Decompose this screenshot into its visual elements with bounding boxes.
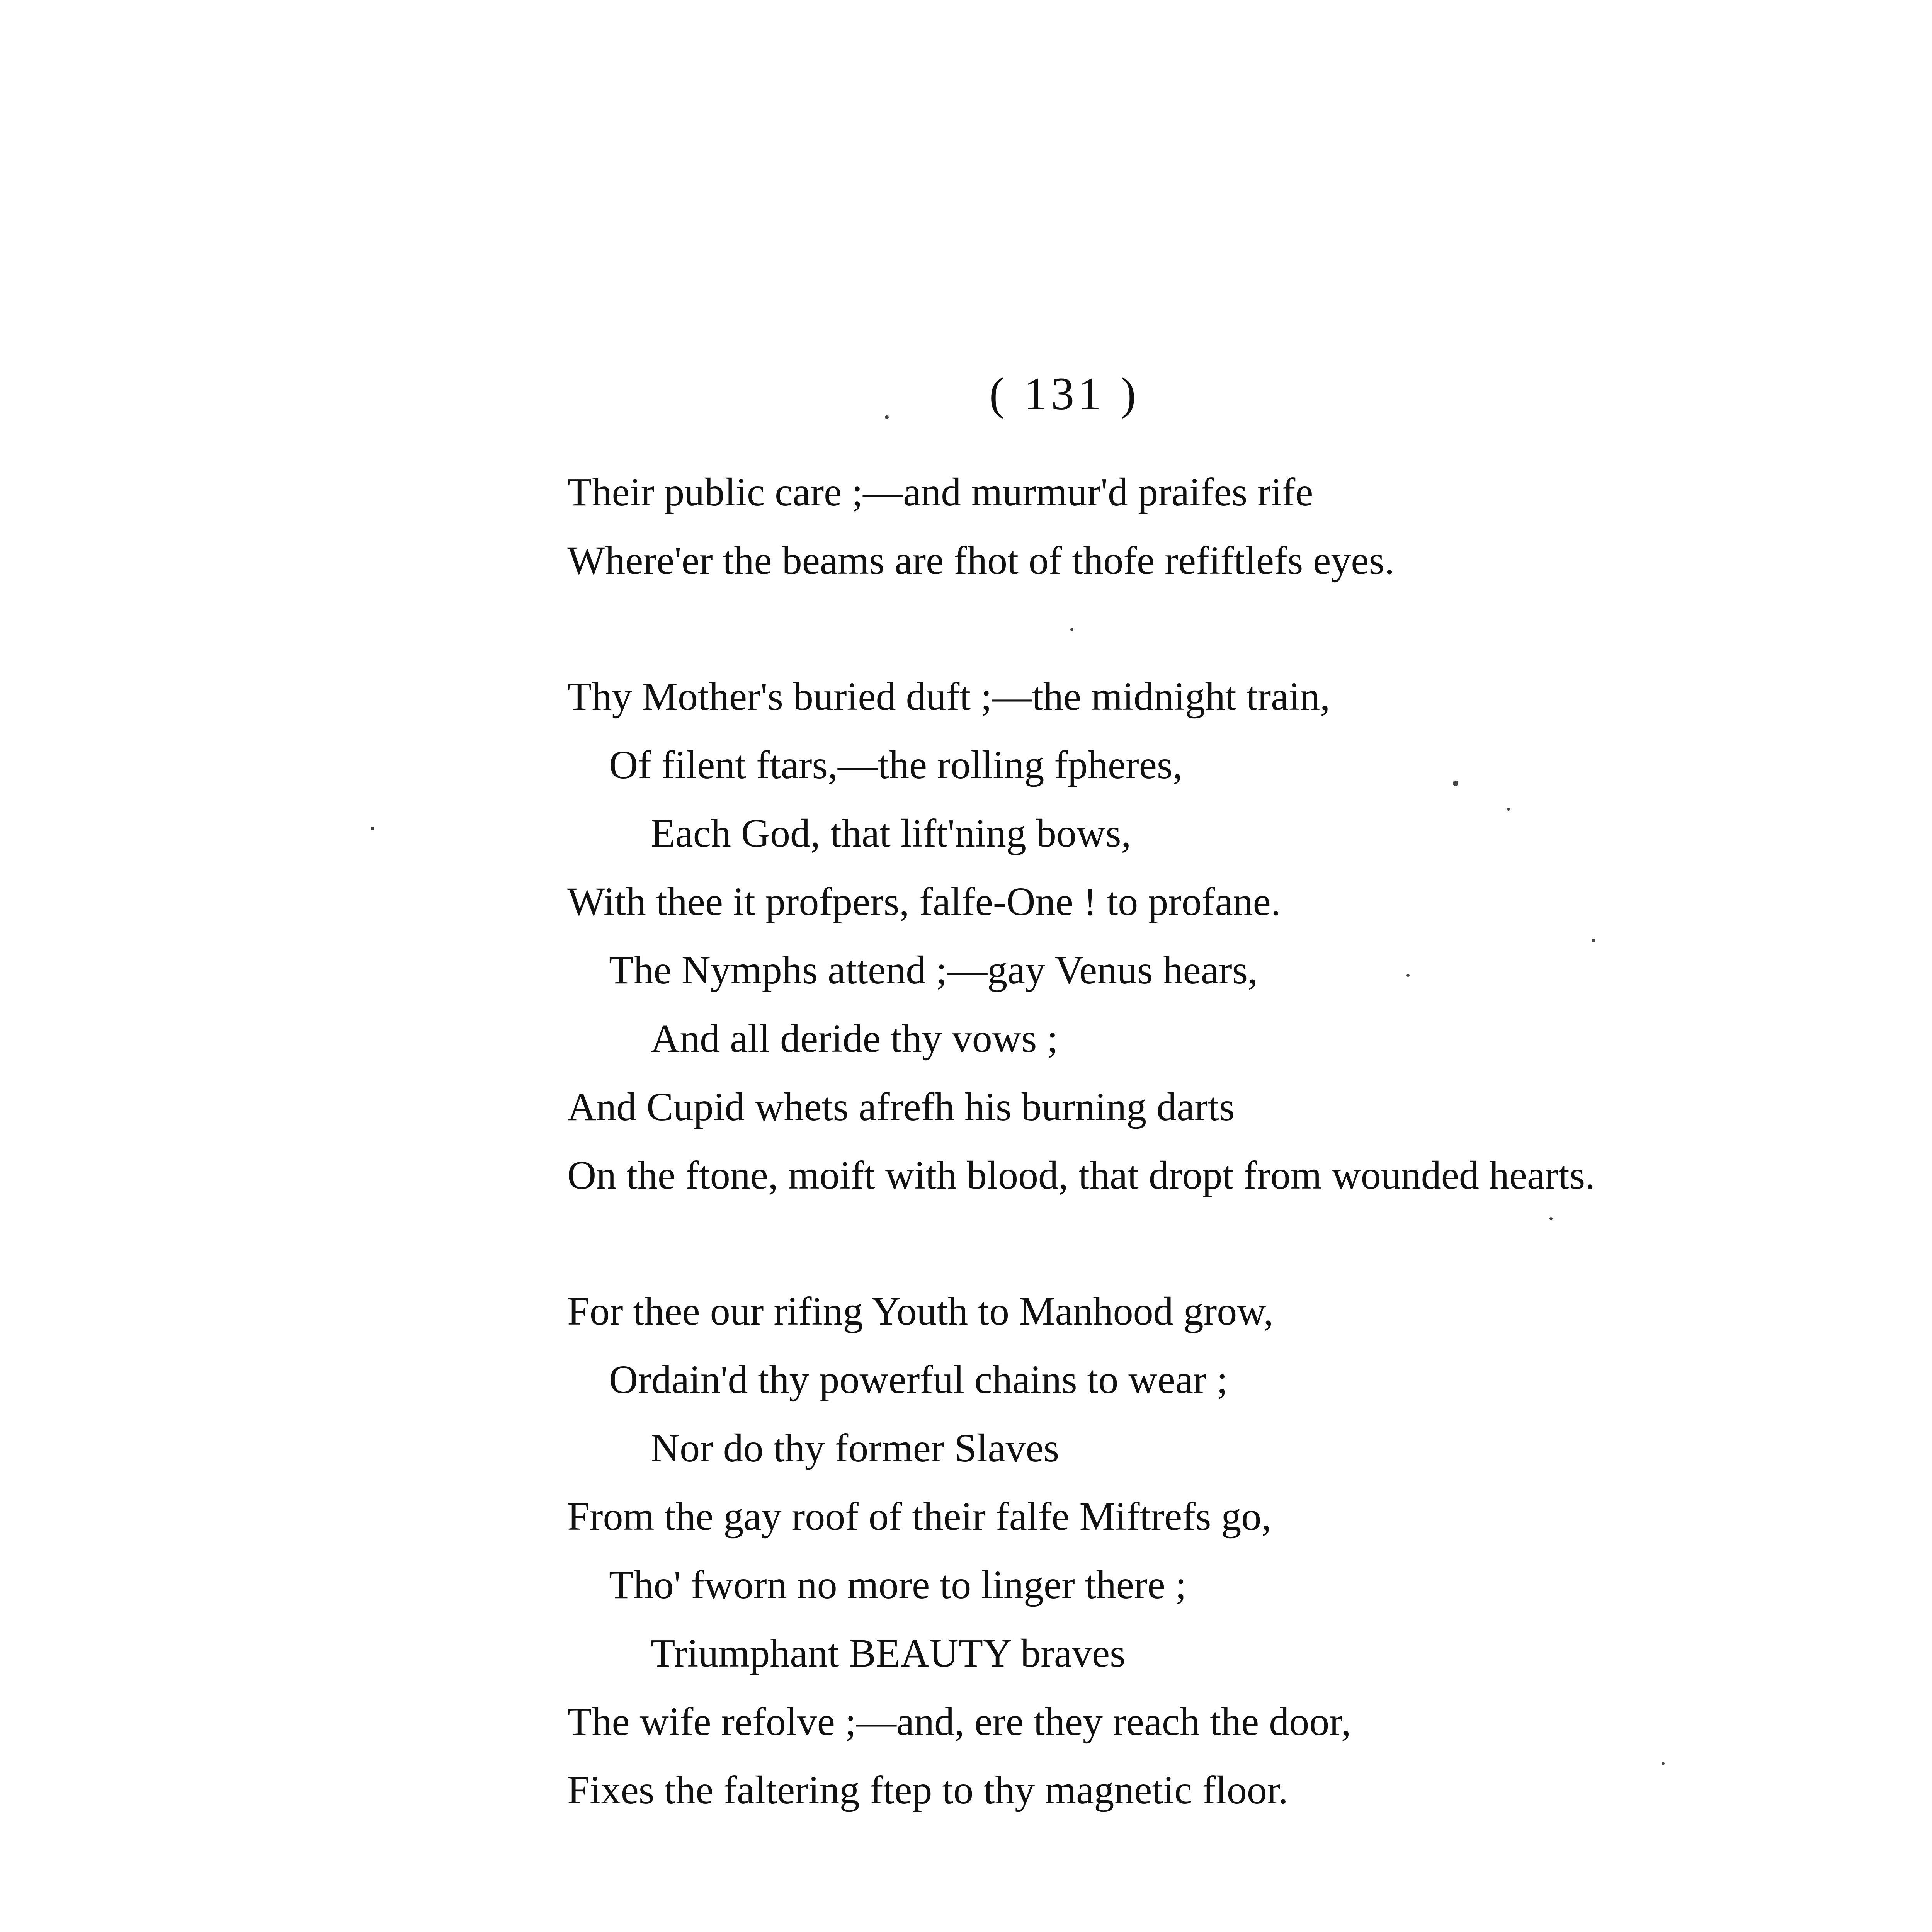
- poem-line: Of filent ftars,—the rolling fpheres,: [609, 743, 1183, 787]
- poem-line: Nor do thy former Slaves: [651, 1426, 1060, 1470]
- stanza-3: [567, 1277, 1726, 1824]
- poem-line: Where'er the beams are fhot of thofe refiftlefs eyes.: [567, 538, 1395, 583]
- stanza-1: [567, 458, 1726, 595]
- poem-line: Thy Mother's buried duft ;—the midnight train,: [567, 674, 1330, 719]
- scan-speck: [1070, 628, 1073, 631]
- poem-line: On the ftone, moift with blood, that dropt from wounded hearts.: [567, 1153, 1595, 1197]
- page-number: ( 131 ): [989, 368, 1140, 419]
- scan-speck: [1662, 1762, 1665, 1765]
- scan-speck: [371, 827, 374, 830]
- scan-speck: [1507, 808, 1510, 811]
- poem-line: From the gay roof of their falfe Miftrefs go,: [567, 1494, 1272, 1539]
- poem-line: Triumphant BEAUTY braves: [651, 1631, 1126, 1675]
- poem: [567, 458, 1726, 1892]
- poem-line: Ordain'd thy powerful chains to wear ;: [609, 1357, 1228, 1402]
- poem-line: And Cupid whets afrefh his burning darts: [567, 1085, 1235, 1129]
- poem-line: Tho' fworn no more to linger there ;: [609, 1563, 1187, 1607]
- poem-line: Each God, that lift'ning bows,: [651, 811, 1131, 855]
- poem-line: For thee our rifing Youth to Manhood grow,: [567, 1289, 1274, 1333]
- scan-speck: [1549, 1217, 1553, 1220]
- poem-line: The Nymphs attend ;—gay Venus hears,: [609, 948, 1258, 992]
- stanza-2: [567, 662, 1726, 1209]
- scan-speck: [1592, 939, 1595, 942]
- poem-line: And all deride thy vows ;: [651, 1016, 1058, 1061]
- scan-speck: [1406, 974, 1410, 977]
- poem-line: Fixes the faltering ftep to thy magnetic floor.: [567, 1768, 1288, 1812]
- scan-speck: [1453, 781, 1458, 786]
- poem-line: Their public care ;—and murmur'd praifes rife: [567, 470, 1313, 514]
- scan-speck: [885, 415, 889, 419]
- poem-line: The wife refolve ;—and, ere they reach the door,: [567, 1699, 1351, 1744]
- poem-line: With thee it profpers, falfe-One ! to profane.: [567, 879, 1281, 924]
